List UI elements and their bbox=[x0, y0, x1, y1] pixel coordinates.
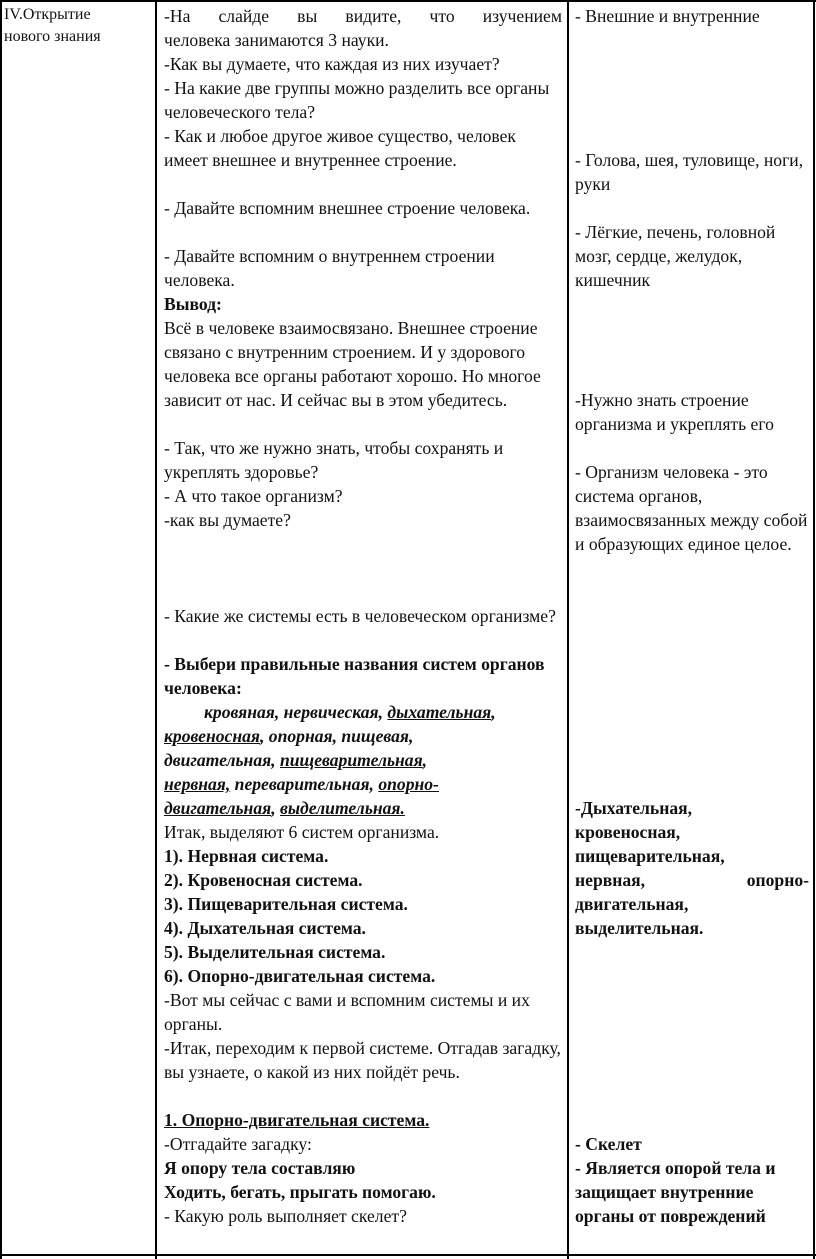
table-border-bottom bbox=[0, 1254, 816, 1256]
answer-word: нервная, bbox=[575, 870, 646, 890]
task-heading: - Выбери правильные названия систем органов человека: bbox=[164, 654, 545, 698]
punct: , bbox=[271, 798, 280, 818]
answer-line: выделительная. bbox=[575, 918, 704, 938]
correct-word-option: двигательная bbox=[164, 798, 272, 818]
text-paragraph: - Давайте вспомним о внутреннем строении человека. bbox=[164, 246, 495, 290]
question: - На какие две группы можно разделить все органы человеческого тела? bbox=[164, 78, 550, 122]
answer: - Является опорой тела и защищает внутренние органы от повреждений bbox=[575, 1158, 776, 1226]
punct: , bbox=[491, 702, 496, 722]
answer-line: двигательная, bbox=[575, 894, 689, 914]
text-line: -На слайде вы видите, что изучением bbox=[164, 6, 562, 26]
correct-word-option: дыхательная bbox=[387, 702, 492, 722]
question: -как вы думаете? bbox=[164, 510, 291, 530]
teacher-activity-cell bbox=[164, 4, 562, 1254]
text-line: -Отгадайте загадку: bbox=[164, 1134, 312, 1154]
text-line: Итак, выделяют 6 систем организма. bbox=[164, 822, 440, 842]
correct-word-option: пищеварительная bbox=[279, 750, 423, 770]
table-border-left bbox=[0, 0, 2, 1259]
word-option: переварительная, bbox=[230, 774, 379, 794]
table-border-right bbox=[813, 0, 815, 1259]
answer: - Скелет bbox=[575, 1134, 642, 1154]
riddle-line: Я опору тела составляю bbox=[164, 1158, 356, 1178]
question: - Так, что же нужно знать, чтобы сохранять и укреплять здоровье? bbox=[164, 438, 504, 482]
section-heading: 1. Опорно-двигательная система. bbox=[164, 1110, 430, 1130]
correct-word-option: кровеносная bbox=[164, 726, 260, 746]
answer-word: опорно- bbox=[746, 870, 809, 890]
answer: - Внешние и внутренние bbox=[575, 6, 760, 26]
text-line: человека занимаются 3 науки. bbox=[164, 30, 389, 50]
answer-line: -Дыхательная, bbox=[575, 798, 693, 818]
stage-cell bbox=[4, 4, 152, 48]
question: -Как вы думаете, что каждая из них изучает? bbox=[164, 54, 500, 74]
system-item: 6). Опорно-двигательная система. bbox=[164, 966, 436, 986]
system-item: 5). Выделительная система. bbox=[164, 942, 386, 962]
table-border-col2 bbox=[567, 0, 569, 1259]
text-paragraph: - Давайте вспомним внешнее строение человека. bbox=[164, 198, 531, 218]
answer: - Лёгкие, печень, головной мозг, сердце, желудок, кишечник bbox=[575, 222, 776, 290]
system-item: 3). Пищеварительная система. bbox=[164, 894, 408, 914]
text-paragraph: -Вот мы сейчас с вами и вспомним системы и их органы. bbox=[164, 990, 530, 1034]
conclusion-text: Всё в человеке взаимосвязано. Внешнее строение связано с внутренним строением. И у здорового человека все органы работают хорошо. Но многое зависит от нас. И сейчас вы в этом убедитесь. bbox=[164, 318, 541, 410]
punct: , bbox=[422, 750, 428, 770]
answer-line: кровеносная, bbox=[575, 822, 681, 842]
system-item: 4). Дыхательная система. bbox=[164, 918, 366, 938]
correct-word-option: нервная, bbox=[164, 774, 231, 794]
correct-word-option: выделительная. bbox=[279, 798, 405, 818]
word-option: кровяная, нервическая, bbox=[204, 702, 388, 722]
riddle-line: Ходить, бегать, прыгать помогаю. bbox=[164, 1182, 436, 1202]
question: - Какие же системы есть в человеческом организме? bbox=[164, 606, 556, 626]
word-choice-list bbox=[164, 700, 562, 820]
word-option: , опорная, пищевая, bbox=[259, 726, 414, 746]
table-border-top bbox=[0, 0, 816, 2]
table-border-col1 bbox=[155, 0, 157, 1259]
stage-label: IV.Открытие нового знания bbox=[4, 6, 101, 45]
correct-word-option: опорно- bbox=[378, 774, 439, 794]
answer: -Нужно знать строение организма и укреплять его bbox=[575, 390, 774, 434]
answer: - Голова, шея, туловище, ноги, руки bbox=[575, 150, 804, 194]
question: - А что такое организм? bbox=[164, 486, 343, 506]
word-option: двигательная, bbox=[164, 750, 280, 770]
text-paragraph: -Итак, переходим к первой системе. Отгадав загадку, вы узнаете, о какой из них пойдёт речь. bbox=[164, 1038, 561, 1082]
text-paragraph: - Как и любое другое живое существо, человек имеет внешнее и внутреннее строение. bbox=[164, 126, 516, 170]
conclusion-heading: Вывод: bbox=[164, 294, 222, 314]
answer-line bbox=[575, 868, 809, 892]
question: - Какую роль выполняет скелет? bbox=[164, 1206, 407, 1226]
answer: - Организм человека - это система органов, взаимосвязанных между собой и образующих единое целое. bbox=[575, 462, 808, 554]
student-activity-cell bbox=[575, 4, 809, 1254]
answer-line: пищеварительная, bbox=[575, 846, 725, 866]
system-item: 2). Кровеносная система. bbox=[164, 870, 363, 890]
system-item: 1). Нервная система. bbox=[164, 846, 329, 866]
